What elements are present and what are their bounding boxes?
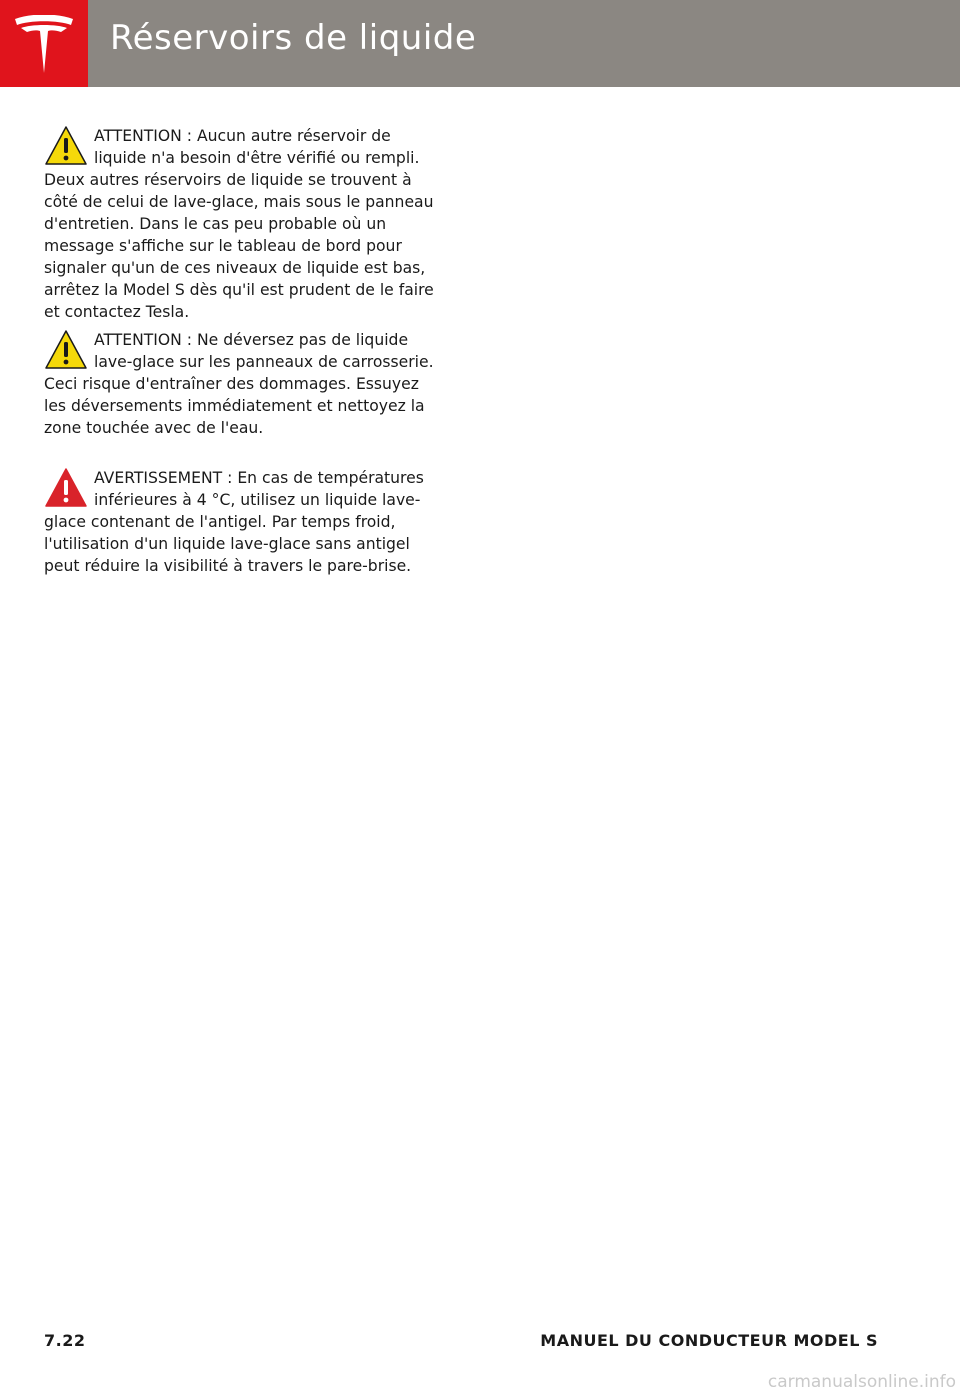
warning-icon bbox=[44, 467, 88, 511]
caution-icon bbox=[44, 329, 88, 373]
manual-title: MANUEL DU CONDUCTEUR MODEL S bbox=[540, 1331, 878, 1350]
tesla-logo-icon bbox=[13, 15, 75, 75]
page-number: 7.22 bbox=[44, 1331, 86, 1350]
notice-text: ATTENTION : Ne déversez pas de liquide lave-glace sur les panneaux de carrosserie. Ceci risque d'entraîner des dommages. Essuyez les déversements immédiatement et nettoyez la zone touchée avec de l'eau. bbox=[44, 331, 434, 437]
notice-text: ATTENTION : Aucun autre réservoir de liquide n'a besoin d'être vérifié ou rempli. Deux autres réservoirs de liquide se trouvent à côté de celui de lave-glace, mais sous le panneau d'entretien. Dans le cas peu probable où un message s'affiche sur le tableau de bord pour signaler qu'un de ces niveaux de liquide est bas, arrêtez la Model S dès qu'il est prudent de le faire et contactez Tesla. bbox=[44, 127, 434, 321]
tesla-logo bbox=[0, 0, 88, 87]
notice-text: AVERTISSEMENT : En cas de températures inférieures à 4 °C, utilisez un liquide lave-glace contenant de l'antigel. Par temps froid, l'utilisation d'un liquide lave-glace sans antigel peut réduire la visibilité à travers le pare-brise. bbox=[44, 469, 424, 575]
caution-notice bbox=[44, 329, 436, 439]
caution-icon bbox=[44, 125, 88, 169]
warning-notice bbox=[44, 467, 436, 577]
page-header bbox=[0, 0, 960, 87]
page-title: Réservoirs de liquide bbox=[110, 18, 477, 58]
watermark: carmanualsonline.info bbox=[767, 1372, 956, 1392]
caution-notice bbox=[44, 125, 436, 323]
